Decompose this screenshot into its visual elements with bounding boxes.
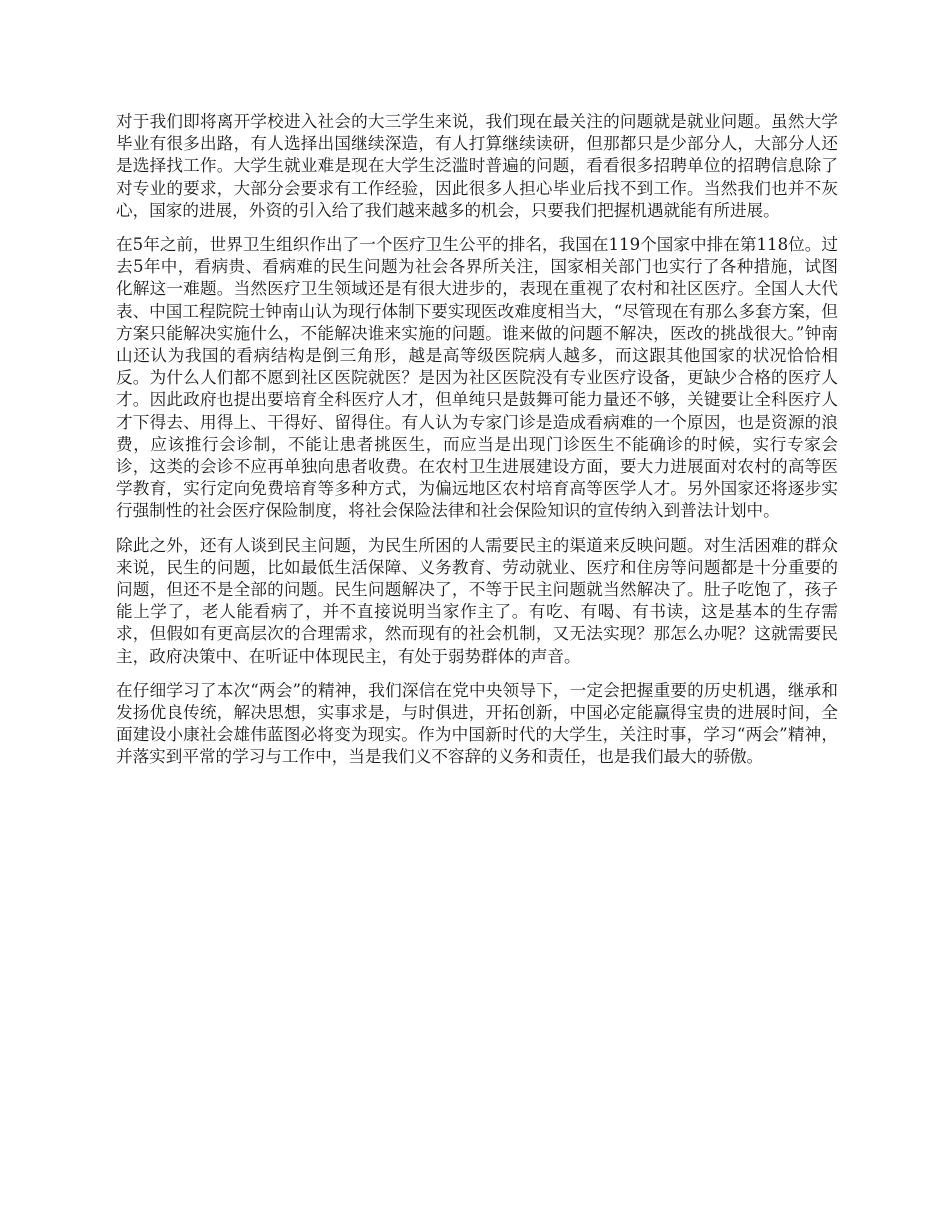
paragraph-healthcare: 在5年之前，世界卫生组织作出了一个医疗卫生公平的排名，我国在119个国家中排在第118位。过去5年中，看病贵、看病难的民生问题为社会各界所关注，国家相关部门也实行了各种措施，试图化解这一难题。当然医疗卫生领域还是有很大进步的，表现在重视了农村和社区医疗。全国人大代表、中国工程院院士钟南山认为现行体制下要实现医改难度相当大，“尽管现在有那么多套方案，但方案只能解决实施什么，不能解决谁来实施的问题。谁来做的问题不解决，医改的挑战很大。”钟南山还认为我国的看病结构是倒三角形，越是高等级医院病人越多，而这跟其他国家的状况恰恰相反。为什么人们都不愿到社区医院就医？是因为社区医院没有专业医疗设备，更缺少合格的医疗人才。因此政府也提出要培育全科医疗人才，但单纯只是鼓舞可能力量还不够，关键要让全科医疗人才下得去、用得上、干得好、留得住。有人认为专家门诊是造成看病难的一个原因，也是资源的浪费，应该推行会诊制，不能让患者挑医生，而应当是出现门诊医生不能确诊的时候，实行专家会诊，这类的会诊不应再单独向患者收费。在农村卫生进展建设方面，要大力进展面对农村的高等医学教育，实行定向免费培育等多种方式，为偏远地区农村培育高等医学人才。另外国家还将逐步实行强制性的社会医疗保险制度，将社会保险法律和社会保险知识的宣传纳入到普法计划中。 xyxy=(116,235,839,521)
paragraph-democracy: 除此之外，还有人谈到民主问题，为民生所困的人需要民主的渠道来反映问题。对生活困难的群众来说，民生的问题，比如最低生活保障、义务教育、劳动就业、医疗和住房等问题都是十分重要的问题，但还不是全部的问题。民生问题解决了，不等于民主问题就当然解决了。肚子吃饱了，孩子能上学了，老人能看病了，并不直接说明当家作主了。有吃、有喝、有书读，这是基本的生存需求，但假如有更高层次的合理需求，然而现有的社会机制，又无法实现？那怎么办呢？这就需要民主，政府决策中、在听证中体现民主，有处于弱势群体的声音。 xyxy=(116,535,838,666)
paragraph-two-sessions: 在仔细学习了本次“两会”的精神，我们深信在党中央领导下，一定会把握重要的历史机遇，继承和发扬优良传统，解决思想，实事求是，与时俱进，开拓创新，中国必定能赢得宝贵的进展时间，全面建设小康社会雄伟蓝图必将变为现实。作为中国新时代的大学生，关注时事，学习“两会”精神，并落实到平常的学习与工作中，当是我们义不容辞的义务和责任，也是我们最大的骄傲。 xyxy=(116,680,838,767)
document-body xyxy=(116,111,838,781)
paragraph-employment: 对于我们即将离开学校进入社会的大三学生来说，我们现在最关注的问题就是就业问题。虽然大学毕业有很多出路，有人选择出国继续深造，有人打算继续读研，但那都只是少部分人，大部分人还是选择找工作。大学生就业难是现在大学生泛滥时普遍的问题，看看很多招聘单位的招聘信息除了对专业的要求，大部分会要求有工作经验，因此很多人担心毕业后找不到工作。当然我们也并不灰心，国家的进展，外资的引入给了我们越来越多的机会，只要我们把握机遇就能有所进展。 xyxy=(116,112,838,220)
